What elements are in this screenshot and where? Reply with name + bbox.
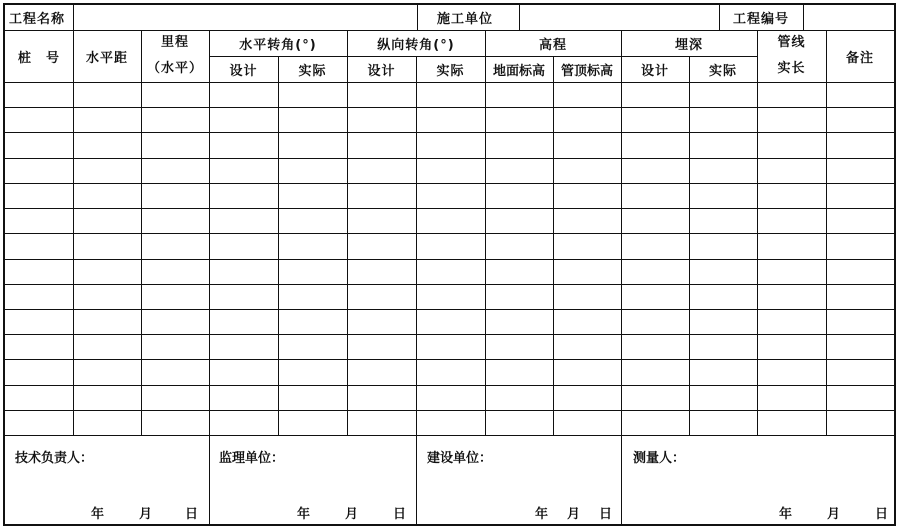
- grid-vline: [689, 56, 690, 435]
- grid-vline: [209, 435, 210, 524]
- grid-hline: [5, 309, 894, 310]
- grid-vline: [73, 5, 74, 30]
- grid-hline: [5, 284, 894, 285]
- sub-header-design: 设计: [229, 63, 258, 79]
- grid-vline: [278, 56, 279, 435]
- col-horizontal-distance-header: 水平距: [85, 50, 128, 66]
- col-burial-depth-header: 埋深: [674, 37, 703, 53]
- date-year: 年: [535, 507, 549, 522]
- grid-hline: [5, 132, 894, 133]
- grid-hline: [5, 233, 894, 234]
- date-month: 月: [139, 507, 153, 522]
- sub-header-design: 设计: [367, 63, 396, 79]
- grid-hline: [5, 183, 894, 184]
- date-year: 年: [297, 507, 311, 522]
- grid-hline: [5, 82, 894, 83]
- sub-header-actual: 实际: [708, 63, 737, 79]
- date-month: 月: [345, 507, 359, 522]
- grid-hline: [5, 385, 894, 386]
- grid-hline: [5, 107, 894, 108]
- grid-hline: [5, 208, 894, 209]
- date-year: 年: [779, 507, 793, 522]
- grid-vline: [416, 56, 417, 435]
- col-horizontal-angle-header: 水平转角(°): [239, 37, 317, 53]
- date-day: 日: [875, 507, 889, 522]
- date-month: 月: [567, 507, 581, 522]
- grid-hline: [209, 56, 757, 57]
- col-stake-header: 桩 号: [17, 50, 60, 66]
- surveyor-label: 测量人：: [633, 451, 686, 466]
- construction-unit-field[interactable]: [519, 5, 719, 30]
- mileage-bottom-label: （水平）: [146, 61, 203, 76]
- grid-hline: [5, 359, 894, 360]
- col-pipe-length-header: [757, 30, 826, 82]
- project-name-field[interactable]: [73, 5, 417, 30]
- col-remarks-header: 备注: [845, 50, 874, 66]
- sub-header-actual: 实际: [298, 63, 327, 79]
- grid-hline: [5, 334, 894, 335]
- grid-vline: [553, 56, 554, 435]
- col-mileage-header: [141, 30, 209, 82]
- date-year: 年: [91, 507, 105, 522]
- survey-record-form: [3, 3, 896, 526]
- grid-hline: [5, 435, 894, 436]
- sub-header-pipe-top-elevation: 管顶标高: [560, 63, 613, 79]
- grid-hline: [5, 30, 894, 31]
- tech-lead-label: 技术负责人：: [15, 451, 94, 466]
- sub-header-design: 设计: [640, 63, 669, 79]
- pipe-top-label: 管线: [777, 35, 806, 50]
- project-number-field[interactable]: [803, 5, 894, 30]
- grid-vline: [417, 5, 418, 30]
- grid-vline: [519, 5, 520, 30]
- grid-hline: [5, 259, 894, 260]
- grid-hline: [5, 410, 894, 411]
- grid-vline: [416, 435, 417, 524]
- date-month: 月: [827, 507, 841, 522]
- date-day: 日: [599, 507, 613, 522]
- grid-vline: [803, 5, 804, 30]
- project-number-label: 工程编号: [733, 12, 790, 27]
- sub-header-actual: 实际: [436, 63, 465, 79]
- date-day: 日: [393, 507, 407, 522]
- grid-vline: [621, 435, 622, 524]
- col-elevation-header: 高程: [538, 37, 567, 53]
- supervision-unit-label: 监理单位：: [219, 451, 285, 466]
- grid-hline: [5, 158, 894, 159]
- mileage-top-label: 里程: [160, 35, 189, 50]
- project-name-label: 工程名称: [9, 12, 66, 27]
- sub-header-ground-elevation: 地面标高: [492, 63, 545, 79]
- pipe-bottom-label: 实长: [777, 61, 806, 76]
- col-vertical-angle-header: 纵向转角(°): [377, 37, 455, 53]
- grid-vline: [719, 5, 720, 30]
- construction-unit-label: 施工单位: [437, 12, 494, 27]
- builder-unit-label: 建设单位：: [427, 451, 493, 466]
- date-day: 日: [185, 507, 199, 522]
